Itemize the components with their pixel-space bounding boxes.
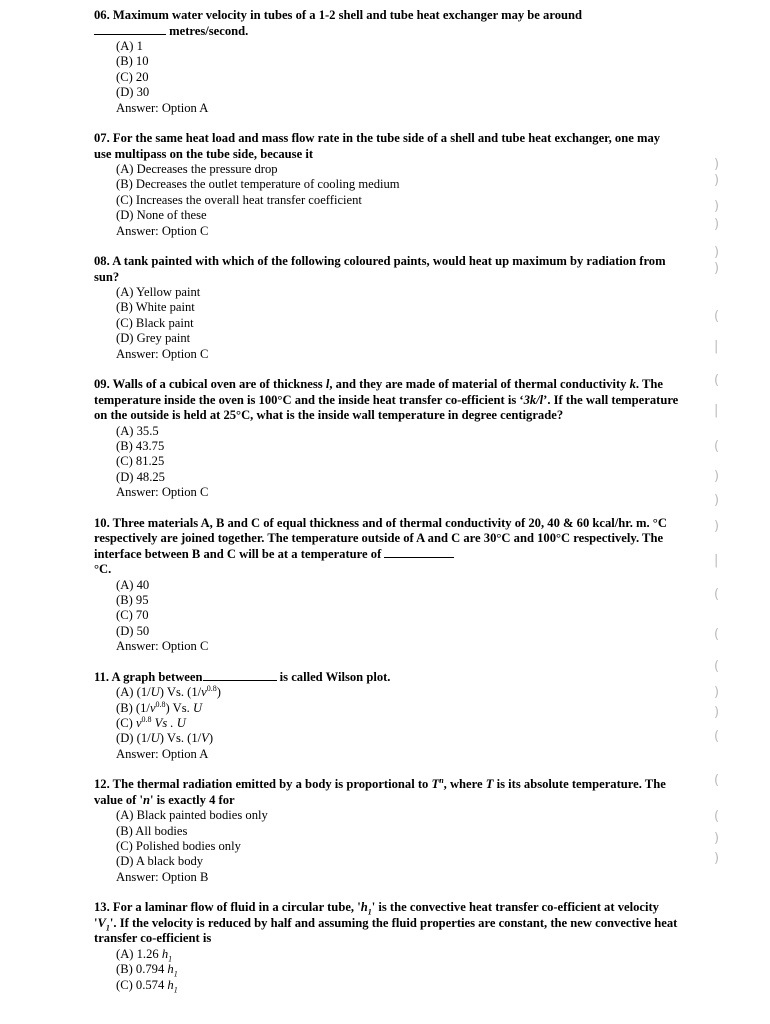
option: (A) 1.26 $h_1$ [116, 946, 173, 964]
answer-line: Answer: Option A [116, 746, 209, 761]
option: (C) Polished bodies only [116, 839, 241, 853]
question-stem: 06. Maximum water velocity in tubes of a 1-2 shell and tube heat exchanger may be around metres/second. [94, 8, 583, 38]
option: (B) 10 [116, 54, 149, 69]
question-stem: 12. The thermal radiation emitted by a body is proportional to $T^n$, where T is its absolute temperature. The value of 'n' is exactly 4 for [94, 776, 666, 807]
option: (B) White paint [116, 300, 195, 315]
option: (C) $v^{0.8}$ Vs . U [116, 714, 186, 730]
option: (A) (1/U) Vs. $(1/v^{0.8})$ [116, 683, 221, 700]
option: (B) 0.794 $h_1$ [116, 962, 178, 979]
option: (B) $(1/v^{0.8})$ Vs. U [116, 699, 203, 715]
option: (D) 30 [116, 85, 150, 100]
option: (B) 95 [116, 593, 149, 608]
question-stem: 13. For a laminar flow of fluid in a circular tube, '$h_1$' is the convective heat transfer co-efficient at velocity '$V_1$'. If the velocity is reduced by half and assuming the fluid properties are constant, the new convective heat transfer co-efficient is [94, 900, 678, 946]
answer-line: Answer: Option C [116, 346, 209, 361]
question-stem: 11. A graph between is called Wilson plot. [94, 669, 391, 684]
option: (B) 43.75 [116, 439, 165, 453]
option: (C) Increases the overall heat transfer coefficient [116, 192, 362, 207]
option: (A) Black painted bodies only [116, 808, 268, 823]
option: (A) Yellow paint [116, 285, 201, 300]
question-12 [94, 777, 679, 885]
option: (D) Grey paint [116, 331, 191, 346]
option: (D) A black body [116, 854, 204, 869]
question-06 [94, 8, 679, 116]
option: (A) 40 [116, 577, 150, 592]
question-11 [94, 670, 679, 763]
option: (D) (1/U) Vs. (1/V) [116, 731, 214, 746]
option: (A) 1 [116, 39, 143, 53]
question-07 [94, 131, 679, 239]
option: (C) Black paint [116, 315, 194, 330]
option: (D) None of these [116, 208, 207, 223]
answer-line: Answer: Option A [116, 100, 209, 115]
answer-line: Answer: Option C [116, 223, 209, 238]
answer-line: Answer: Option B [116, 869, 209, 884]
answer-line: Answer: Option C [116, 639, 209, 654]
answer-blank [384, 547, 454, 558]
question-stem: 08. A tank painted with which of the following coloured paints, would heat up maximum by radiation from sun? [94, 254, 666, 284]
question-08 [94, 254, 679, 362]
question-stem: 09. Walls of a cubical oven are of thickness l, and they are made of material of thermal conductivity k. The temperature inside the oven is 100°C and the inside heat transfer co-efficient is ‘3k/l’. If the wall temperature on the outside is held at 25°C, what is the inside wall temperature in degree centigrade? [94, 377, 679, 423]
option: (C) 20 [116, 69, 149, 84]
question-10 [94, 516, 679, 655]
answer-blank [203, 670, 277, 681]
question-09 [94, 377, 679, 501]
question-13 [94, 900, 679, 993]
question-stem: 10. Three materials A, B and C of equal thickness and of thermal conductivity of 20, 40 & 60 kcal/hr. m. °C respectively are joined together. The temperature outside of A and C are 30°C and 100°C respectively. The interface between B and C will be at a temperature of °C. [94, 515, 667, 577]
option: (D) 48.25 [116, 469, 165, 484]
option: (C) 81.25 [116, 454, 165, 469]
option: (D) 50 [116, 623, 150, 638]
option: (C) 0.574 $h_1$ [116, 977, 178, 995]
option: (B) All bodies [116, 823, 188, 838]
document-page [94, 8, 679, 993]
answer-line: Answer: Option C [116, 485, 209, 500]
question-stem: 07. For the same heat load and mass flow rate in the tube side of a shell and tube heat exchanger, one may use multipass on the tube side, because it [94, 131, 661, 161]
option: (C) 70 [116, 608, 149, 623]
option: (A) 35.5 [116, 423, 159, 438]
option: (B) Decreases the outlet temperature of cooling medium [116, 177, 400, 192]
answer-blank [94, 24, 166, 35]
option: (A) Decreases the pressure drop [116, 162, 278, 177]
